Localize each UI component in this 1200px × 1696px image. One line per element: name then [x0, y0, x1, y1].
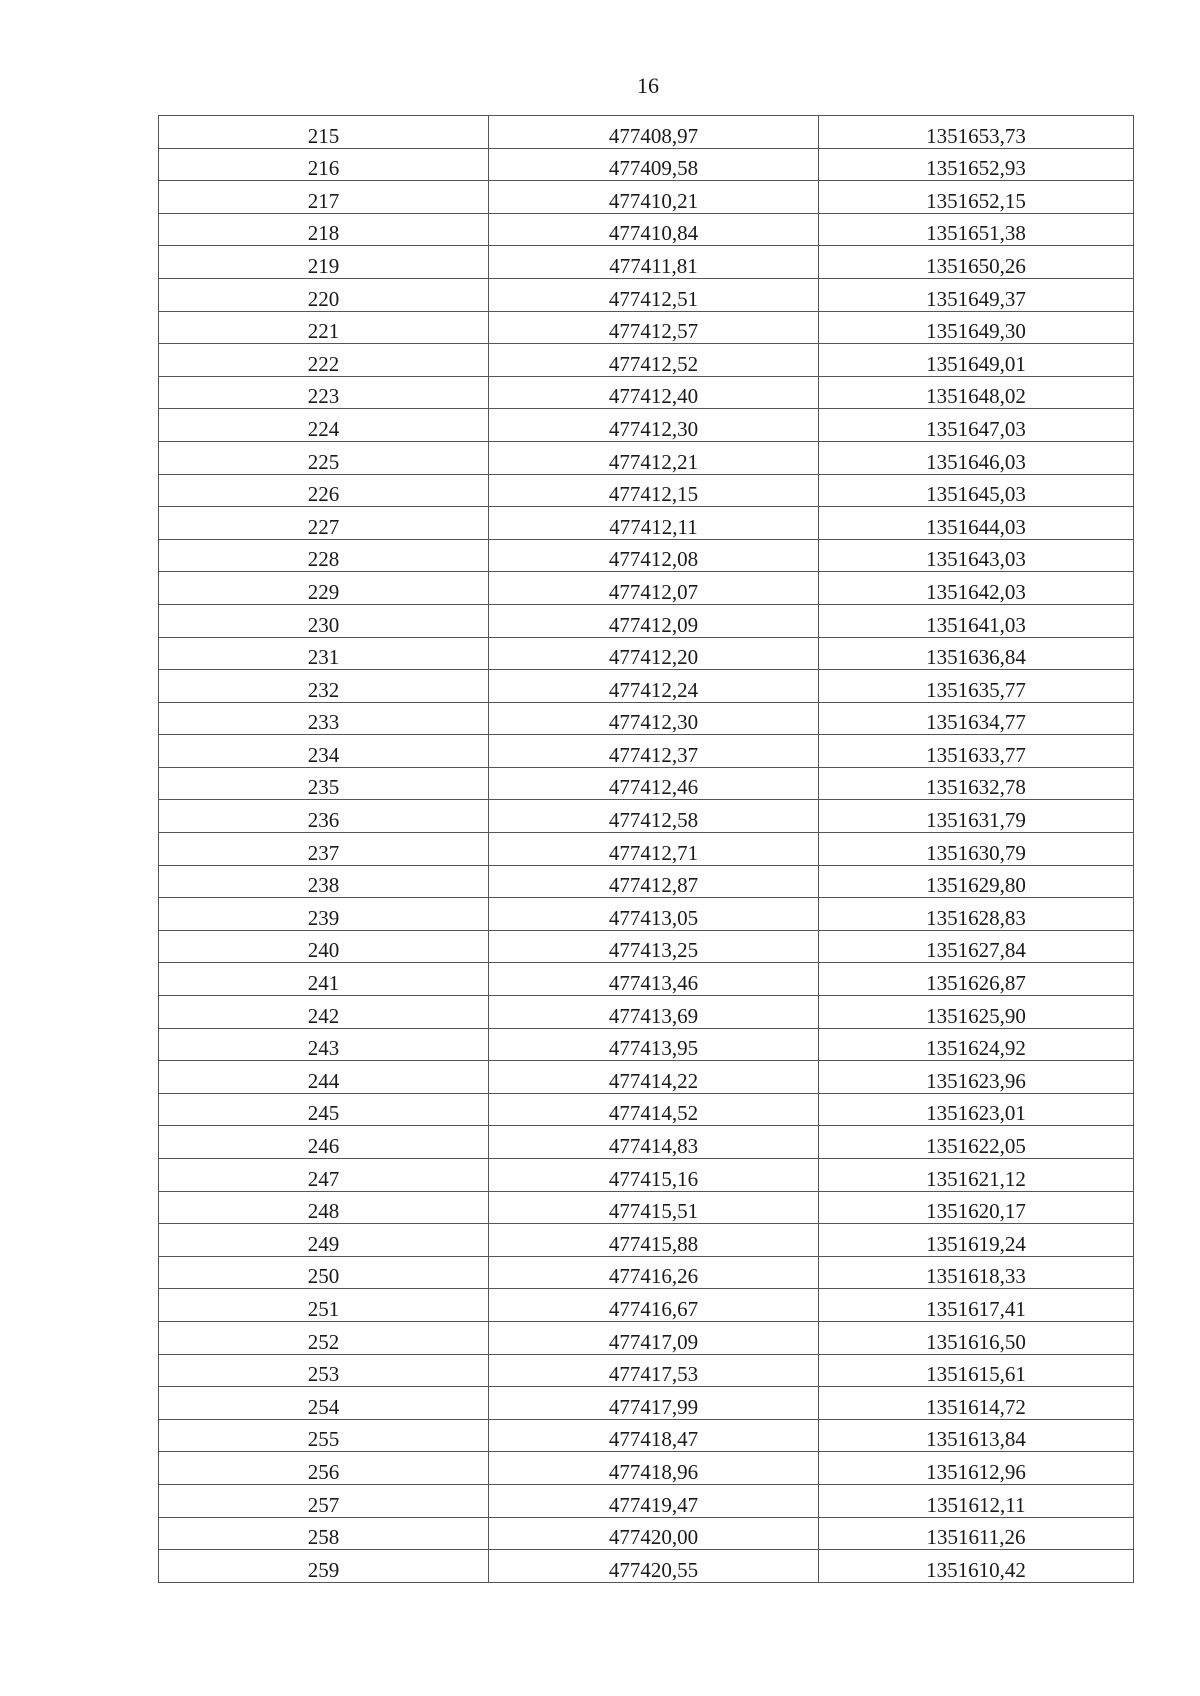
- y-coordinate-cell: 1351647,03: [819, 409, 1134, 442]
- x-coordinate-cell: 477409,58: [489, 148, 819, 181]
- x-coordinate-cell: 477412,51: [489, 278, 819, 311]
- x-coordinate-cell: 477413,46: [489, 963, 819, 996]
- y-coordinate-cell: 1351618,33: [819, 1256, 1134, 1289]
- x-coordinate-cell: 477413,25: [489, 930, 819, 963]
- x-coordinate-cell: 477412,30: [489, 702, 819, 735]
- x-coordinate-cell: 477412,09: [489, 604, 819, 637]
- table-row: [159, 1452, 1134, 1485]
- y-coordinate-cell: 1351652,15: [819, 181, 1134, 214]
- x-coordinate-cell: 477412,40: [489, 376, 819, 409]
- x-coordinate-cell: 477412,87: [489, 865, 819, 898]
- x-coordinate-cell: 477412,07: [489, 572, 819, 605]
- y-coordinate-cell: 1351642,03: [819, 572, 1134, 605]
- y-coordinate-cell: 1351643,03: [819, 539, 1134, 572]
- x-coordinate-cell: 477417,09: [489, 1321, 819, 1354]
- x-coordinate-cell: 477419,47: [489, 1484, 819, 1517]
- x-coordinate-cell: 477412,15: [489, 474, 819, 507]
- x-coordinate-cell: 477412,71: [489, 833, 819, 866]
- point-number-cell: 230: [159, 604, 489, 637]
- x-coordinate-cell: 477415,88: [489, 1224, 819, 1257]
- x-coordinate-cell: 477416,67: [489, 1289, 819, 1322]
- table-row: [159, 1191, 1134, 1224]
- table-row: [159, 865, 1134, 898]
- y-coordinate-cell: 1351631,79: [819, 800, 1134, 833]
- coordinates-table: [158, 115, 1134, 1583]
- table-row: [159, 735, 1134, 768]
- table-row: [159, 637, 1134, 670]
- table-row: [159, 1224, 1134, 1257]
- table-row: [159, 507, 1134, 540]
- table-row: [159, 1321, 1134, 1354]
- y-coordinate-cell: 1351652,93: [819, 148, 1134, 181]
- table-row: [159, 116, 1134, 149]
- x-coordinate-cell: 477412,24: [489, 670, 819, 703]
- point-number-cell: 218: [159, 213, 489, 246]
- table-row: [159, 1289, 1134, 1322]
- point-number-cell: 236: [159, 800, 489, 833]
- point-number-cell: 217: [159, 181, 489, 214]
- y-coordinate-cell: 1351649,30: [819, 311, 1134, 344]
- x-coordinate-cell: 477412,57: [489, 311, 819, 344]
- x-coordinate-cell: 477412,52: [489, 344, 819, 377]
- x-coordinate-cell: 477418,47: [489, 1419, 819, 1452]
- point-number-cell: 235: [159, 767, 489, 800]
- x-coordinate-cell: 477413,95: [489, 1028, 819, 1061]
- page-number: 16: [637, 73, 659, 98]
- y-coordinate-cell: 1351649,37: [819, 278, 1134, 311]
- table-row: [159, 376, 1134, 409]
- point-number-cell: 252: [159, 1321, 489, 1354]
- y-coordinate-cell: 1351617,41: [819, 1289, 1134, 1322]
- x-coordinate-cell: 477415,16: [489, 1159, 819, 1192]
- table-row: [159, 930, 1134, 963]
- y-coordinate-cell: 1351619,24: [819, 1224, 1134, 1257]
- point-number-cell: 232: [159, 670, 489, 703]
- table-row: [159, 800, 1134, 833]
- point-number-cell: 227: [159, 507, 489, 540]
- point-number-cell: 244: [159, 1061, 489, 1094]
- x-coordinate-cell: 477410,21: [489, 181, 819, 214]
- y-coordinate-cell: 1351622,05: [819, 1126, 1134, 1159]
- table-row: [159, 898, 1134, 931]
- table-row: [159, 1419, 1134, 1452]
- y-coordinate-cell: 1351613,84: [819, 1419, 1134, 1452]
- x-coordinate-cell: 477412,58: [489, 800, 819, 833]
- point-number-cell: 229: [159, 572, 489, 605]
- table-row: [159, 344, 1134, 377]
- x-coordinate-cell: 477412,08: [489, 539, 819, 572]
- y-coordinate-cell: 1351620,17: [819, 1191, 1134, 1224]
- point-number-cell: 249: [159, 1224, 489, 1257]
- point-number-cell: 243: [159, 1028, 489, 1061]
- y-coordinate-cell: 1351641,03: [819, 604, 1134, 637]
- table-row: [159, 213, 1134, 246]
- table-row: [159, 441, 1134, 474]
- y-coordinate-cell: 1351635,77: [819, 670, 1134, 703]
- y-coordinate-cell: 1351645,03: [819, 474, 1134, 507]
- x-coordinate-cell: 477414,52: [489, 1093, 819, 1126]
- point-number-cell: 222: [159, 344, 489, 377]
- point-number-cell: 241: [159, 963, 489, 996]
- table-row: [159, 572, 1134, 605]
- point-number-cell: 242: [159, 996, 489, 1029]
- y-coordinate-cell: 1351616,50: [819, 1321, 1134, 1354]
- point-number-cell: 240: [159, 930, 489, 963]
- y-coordinate-cell: 1351648,02: [819, 376, 1134, 409]
- y-coordinate-cell: 1351612,11: [819, 1484, 1134, 1517]
- table-row: [159, 963, 1134, 996]
- y-coordinate-cell: 1351626,87: [819, 963, 1134, 996]
- x-coordinate-cell: 477412,37: [489, 735, 819, 768]
- point-number-cell: 247: [159, 1159, 489, 1192]
- y-coordinate-cell: 1351623,96: [819, 1061, 1134, 1094]
- x-coordinate-cell: 477417,99: [489, 1387, 819, 1420]
- table-row: [159, 702, 1134, 735]
- table-row: [159, 1484, 1134, 1517]
- table-row: [159, 1550, 1134, 1583]
- point-number-cell: 226: [159, 474, 489, 507]
- y-coordinate-cell: 1351649,01: [819, 344, 1134, 377]
- table-row: [159, 539, 1134, 572]
- table-row: [159, 1256, 1134, 1289]
- point-number-cell: 225: [159, 441, 489, 474]
- table-row: [159, 1354, 1134, 1387]
- table-row: [159, 833, 1134, 866]
- table-row: [159, 409, 1134, 442]
- y-coordinate-cell: 1351632,78: [819, 767, 1134, 800]
- y-coordinate-cell: 1351611,26: [819, 1517, 1134, 1550]
- point-number-cell: 256: [159, 1452, 489, 1485]
- point-number-cell: 216: [159, 148, 489, 181]
- table-row: [159, 181, 1134, 214]
- x-coordinate-cell: 477416,26: [489, 1256, 819, 1289]
- y-coordinate-cell: 1351630,79: [819, 833, 1134, 866]
- table-row: [159, 311, 1134, 344]
- table-row: [159, 1517, 1134, 1550]
- x-coordinate-cell: 477408,97: [489, 116, 819, 149]
- y-coordinate-cell: 1351633,77: [819, 735, 1134, 768]
- x-coordinate-cell: 477420,55: [489, 1550, 819, 1583]
- y-coordinate-cell: 1351653,73: [819, 116, 1134, 149]
- table-row: [159, 1126, 1134, 1159]
- x-coordinate-cell: 477412,30: [489, 409, 819, 442]
- y-coordinate-cell: 1351651,38: [819, 213, 1134, 246]
- x-coordinate-cell: 477412,11: [489, 507, 819, 540]
- point-number-cell: 246: [159, 1126, 489, 1159]
- y-coordinate-cell: 1351627,84: [819, 930, 1134, 963]
- point-number-cell: 223: [159, 376, 489, 409]
- point-number-cell: 221: [159, 311, 489, 344]
- point-number-cell: 234: [159, 735, 489, 768]
- x-coordinate-cell: 477413,05: [489, 898, 819, 931]
- point-number-cell: 255: [159, 1419, 489, 1452]
- x-coordinate-cell: 477414,83: [489, 1126, 819, 1159]
- y-coordinate-cell: 1351625,90: [819, 996, 1134, 1029]
- y-coordinate-cell: 1351629,80: [819, 865, 1134, 898]
- x-coordinate-cell: 477414,22: [489, 1061, 819, 1094]
- y-coordinate-cell: 1351650,26: [819, 246, 1134, 279]
- table-row: [159, 278, 1134, 311]
- y-coordinate-cell: 1351636,84: [819, 637, 1134, 670]
- y-coordinate-cell: 1351628,83: [819, 898, 1134, 931]
- y-coordinate-cell: 1351610,42: [819, 1550, 1134, 1583]
- point-number-cell: 250: [159, 1256, 489, 1289]
- y-coordinate-cell: 1351621,12: [819, 1159, 1134, 1192]
- point-number-cell: 219: [159, 246, 489, 279]
- x-coordinate-cell: 477411,81: [489, 246, 819, 279]
- point-number-cell: 248: [159, 1191, 489, 1224]
- table-row: [159, 474, 1134, 507]
- table-row: [159, 246, 1134, 279]
- point-number-cell: 224: [159, 409, 489, 442]
- table-row: [159, 1061, 1134, 1094]
- table-row: [159, 1093, 1134, 1126]
- table-row: [159, 670, 1134, 703]
- y-coordinate-cell: 1351644,03: [819, 507, 1134, 540]
- point-number-cell: 228: [159, 539, 489, 572]
- coordinates-table-body: [159, 116, 1134, 1583]
- table-row: [159, 1028, 1134, 1061]
- point-number-cell: 254: [159, 1387, 489, 1420]
- point-number-cell: 215: [159, 116, 489, 149]
- x-coordinate-cell: 477417,53: [489, 1354, 819, 1387]
- point-number-cell: 233: [159, 702, 489, 735]
- point-number-cell: 231: [159, 637, 489, 670]
- point-number-cell: 238: [159, 865, 489, 898]
- table-row: [159, 604, 1134, 637]
- point-number-cell: 237: [159, 833, 489, 866]
- point-number-cell: 258: [159, 1517, 489, 1550]
- point-number-cell: 245: [159, 1093, 489, 1126]
- x-coordinate-cell: 477412,20: [489, 637, 819, 670]
- x-coordinate-cell: 477410,84: [489, 213, 819, 246]
- table-row: [159, 767, 1134, 800]
- point-number-cell: 220: [159, 278, 489, 311]
- point-number-cell: 253: [159, 1354, 489, 1387]
- y-coordinate-cell: 1351623,01: [819, 1093, 1134, 1126]
- x-coordinate-cell: 477420,00: [489, 1517, 819, 1550]
- y-coordinate-cell: 1351615,61: [819, 1354, 1134, 1387]
- x-coordinate-cell: 477412,46: [489, 767, 819, 800]
- y-coordinate-cell: 1351612,96: [819, 1452, 1134, 1485]
- point-number-cell: 239: [159, 898, 489, 931]
- table-row: [159, 996, 1134, 1029]
- x-coordinate-cell: 477415,51: [489, 1191, 819, 1224]
- table-row: [159, 1159, 1134, 1192]
- y-coordinate-cell: 1351646,03: [819, 441, 1134, 474]
- point-number-cell: 251: [159, 1289, 489, 1322]
- x-coordinate-cell: 477413,69: [489, 996, 819, 1029]
- y-coordinate-cell: 1351614,72: [819, 1387, 1134, 1420]
- y-coordinate-cell: 1351624,92: [819, 1028, 1134, 1061]
- point-number-cell: 257: [159, 1484, 489, 1517]
- point-number-cell: 259: [159, 1550, 489, 1583]
- table-row: [159, 148, 1134, 181]
- x-coordinate-cell: 477418,96: [489, 1452, 819, 1485]
- table-row: [159, 1387, 1134, 1420]
- x-coordinate-cell: 477412,21: [489, 441, 819, 474]
- y-coordinate-cell: 1351634,77: [819, 702, 1134, 735]
